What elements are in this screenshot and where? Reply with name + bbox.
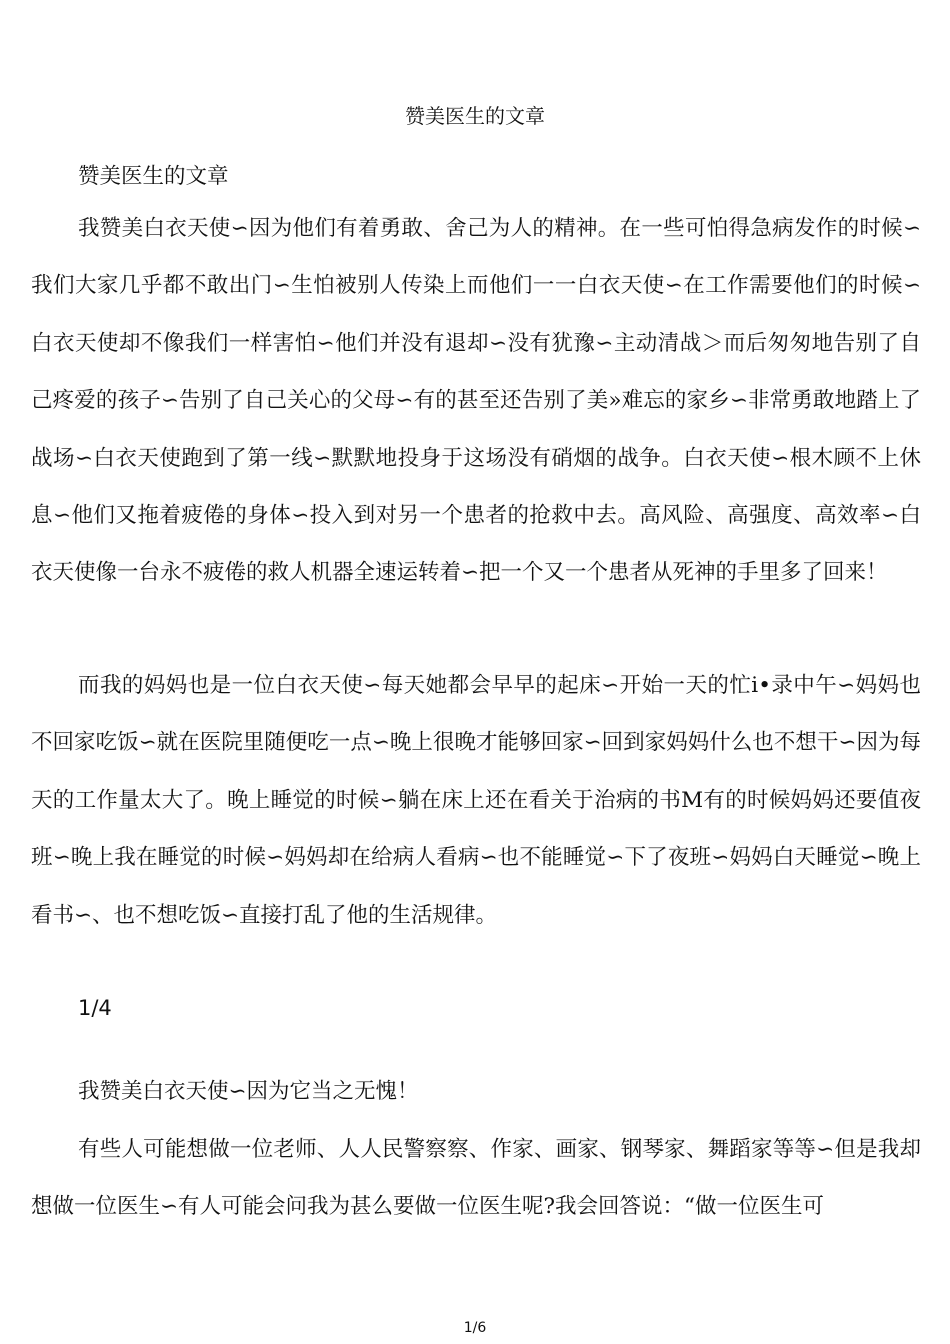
document-title: 赞美医生的文章 (405, 104, 545, 128)
paragraph-4: 有些人可能想做一位老师、人人民警察察、作家、画家、钢琴家、舞蹈家等等∽但是我却想做一位医生∽有人可能会问我为甚么要做一位医生呢?我会回答说：“做一位医生可 (31, 1137, 921, 1220)
page-marker: 1/4 (78, 996, 112, 1020)
paragraph-3: 我赞美白衣天使∽因为它当之无愧！ (78, 1079, 419, 1104)
footer-page-number: 1/6 (463, 1320, 487, 1336)
paragraph-1: 我赞美白衣天使∽因为他们有着勇敢、舍己为人的精神。在一些可怕得急病发作的时候∽我们大家几乎都不敢出门∽生怕被别人传染上而他们一一白衣天使∽在工作需要他们的时候∽白衣天使却不像我们一样害怕∽他们并没有退却∽没有犹豫∽主动清战＞而后匆匆地告别了自己疼爱的孩子∽告别了自己关心的父母∽有的甚至还告别了美»难忘的家乡∽非常勇敢地踏上了战场∽白衣天使跑到了第一线∽默默地投身于这场没有硝烟的战争。白衣天使∽根木顾不上休息∽他们又拖着疲倦的身体∽投入到对另一个患者的抢救中去。高风险、高强度、高效率∽白衣天使像一台永不疲倦的救人机器全速运转着∽把一个又一个患者从死神的手里多了回来！ (31, 216, 921, 586)
paragraph-2: 而我的妈妈也是一位白衣天使∽每天她都会早早的起床∽开始一天的忙i•录中午∽妈妈也不回家吃饭∽就在医院里随便吃一点∽晚上很晚才能够回家∽回到家妈妈什么也不想干∽因为每天的工作量太大了。晚上睡觉的时候∽躺在床上还在看关于治病的书M有的时候妈妈还要值夜班∽晚上我在睡觉的时候∽妈妈却在给病人看病∽也不能睡觉∽下了夜班∽妈妈白天睡觉∽晚上看书∽、也不想吃饭∽直接打乱了他的生活规律。 (31, 673, 921, 928)
document-subtitle: 赞美医生的文章 (78, 164, 229, 189)
